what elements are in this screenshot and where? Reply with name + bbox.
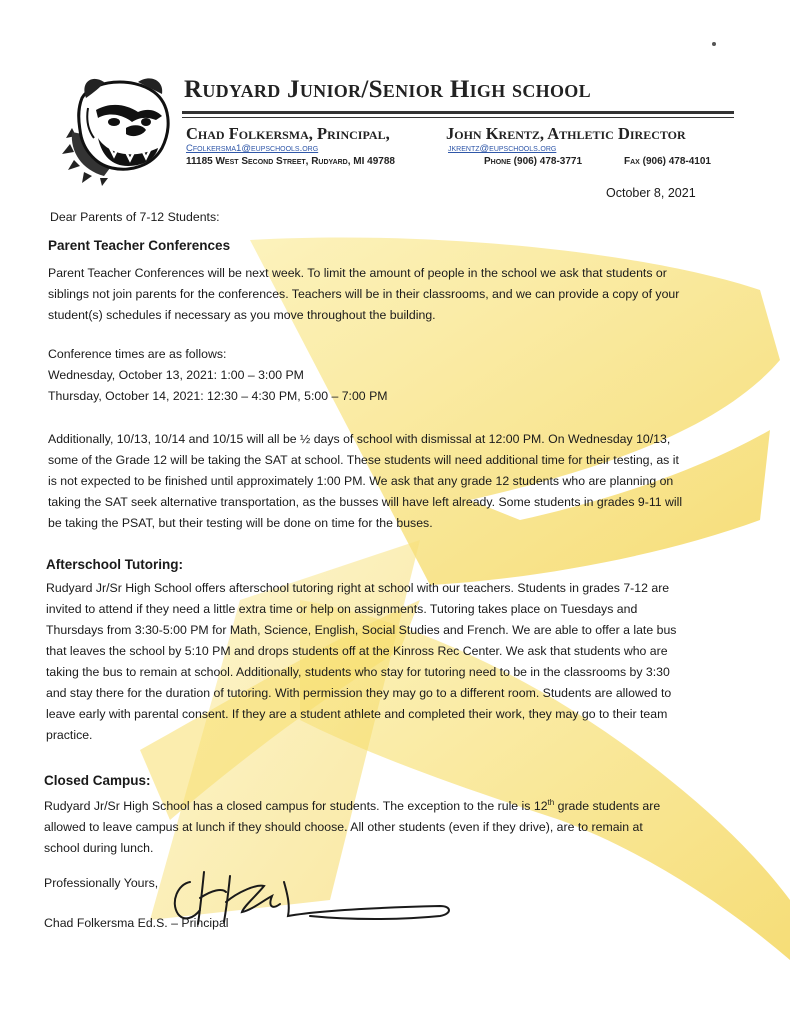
paragraph-line: is not expected to be finished until approximately 1:00 PM. We ask that any grade 12 students who are planning on — [48, 474, 674, 488]
school-address: 11185 West Second Street, Rudyard, MI 49788 — [186, 156, 395, 167]
athletic-director-email-link[interactable]: jkrentz@eupschools.org — [448, 143, 557, 154]
tutoring-paragraph — [46, 578, 676, 746]
greeting: Dear Parents of 7-12 Students: — [50, 210, 220, 224]
principal-name: Chad Folkersma, Principal, — [186, 124, 390, 143]
paragraph-line: be taking the PSAT, but their testing will be done on time for the buses. — [48, 516, 433, 530]
paragraph-line: taking the bus to remain at school. Additionally, students who stay for tutoring need to be in the classrooms by 3:30 — [46, 665, 670, 679]
paragraph-line — [44, 796, 660, 817]
paragraph-line: that leaves the school by 5:10 PM and drops students off at the Kinross Rec Center. We ask that students who are — [46, 644, 668, 658]
paragraph-line: Thursdays from 3:30-5:00 PM for Math, Science, English, Social Studies and French. We are able to offer a late bus — [46, 623, 677, 637]
paragraph-line: invited to attend if they need a little extra time or help on assignments. Tutoring takes place on Tuesdays and — [46, 602, 638, 616]
paragraph-line: taking the SAT seek alternative transportation, as the busses will have left already. Some students in grades 9-11 will — [48, 495, 683, 509]
school-fax: Fax (906) 478-4101 — [624, 156, 711, 167]
scan-speck — [712, 42, 716, 46]
principal-email-link[interactable]: Cfolkersma1@eupschools.org — [186, 143, 319, 154]
paragraph-line: allowed to leave campus at lunch if they should choose. All other students (even if they drive), are to remain at — [44, 820, 643, 834]
bulldog-mascot-icon — [52, 68, 177, 186]
section-heading-ptc: Parent Teacher Conferences — [48, 238, 231, 253]
letter-date: October 8, 2021 — [606, 186, 696, 200]
paragraph-line: leave early with parental consent. If they are a student athlete and completed their work, they may go to their team — [46, 707, 668, 721]
paragraph-line: and stay there for the duration of tutoring. With permission they may go to a different room. Students are allowed to — [46, 686, 672, 700]
letterhead-rule — [182, 111, 734, 114]
additional-info-paragraph — [48, 429, 682, 534]
ordinal-suffix: th — [547, 797, 555, 807]
school-name: Rudyard Junior/Senior High school — [184, 76, 591, 103]
paragraph-line: some of the Grade 12 will be taking the SAT at school. These students will need additional time for their testing, as it — [48, 453, 679, 467]
conference-time-thursday: Thursday, October 14, 2021: 12:30 – 4:30 PM, 5:00 – 7:00 PM — [48, 389, 388, 403]
conference-times — [48, 344, 388, 407]
conference-time-wednesday: Wednesday, October 13, 2021: 1:00 – 3:00 PM — [48, 368, 304, 382]
paragraph-line: student(s) schedules if necessary as you move throughout the building. — [48, 308, 436, 322]
signature-name: Chad Folkersma Ed.S. – Principal — [44, 916, 229, 930]
closing-line: Professionally Yours, — [44, 876, 159, 890]
campus-paragraph — [44, 796, 660, 859]
paragraph-line: siblings not join parents for the conferences. Teachers will be in their classrooms, and we can provide a copy of your — [48, 287, 680, 301]
paragraph-line: Rudyard Jr/Sr High School offers afterschool tutoring right at school with our teachers. Students in grades 7-12 are — [46, 581, 670, 595]
athletic-director-name: John Krentz, Athletic Director — [446, 124, 686, 143]
letterhead-rule-thin — [182, 117, 734, 118]
paragraph-line: Additionally, 10/13, 10/14 and 10/15 will all be ½ days of school with dismissal at 12:00 PM. On Wednesday 10/13, — [48, 432, 671, 446]
campus-line-start: Rudyard Jr/Sr High School has a closed campus for students. The exception to the rule is 12 — [44, 799, 548, 813]
paragraph-line: Parent Teacher Conferences will be next week. To limit the amount of people in the school we ask that students or — [48, 266, 667, 280]
school-phone: Phone (906) 478-3771 — [484, 156, 583, 167]
conference-times-intro: Conference times are as follows: — [48, 347, 227, 361]
paragraph-line: practice. — [46, 728, 93, 742]
section-heading-tutoring: Afterschool Tutoring: — [46, 557, 183, 572]
campus-line-end: grade students are — [554, 799, 661, 813]
section-heading-campus: Closed Campus: — [44, 773, 151, 788]
paragraph-line: school during lunch. — [44, 841, 154, 855]
ptc-paragraph — [48, 263, 679, 326]
